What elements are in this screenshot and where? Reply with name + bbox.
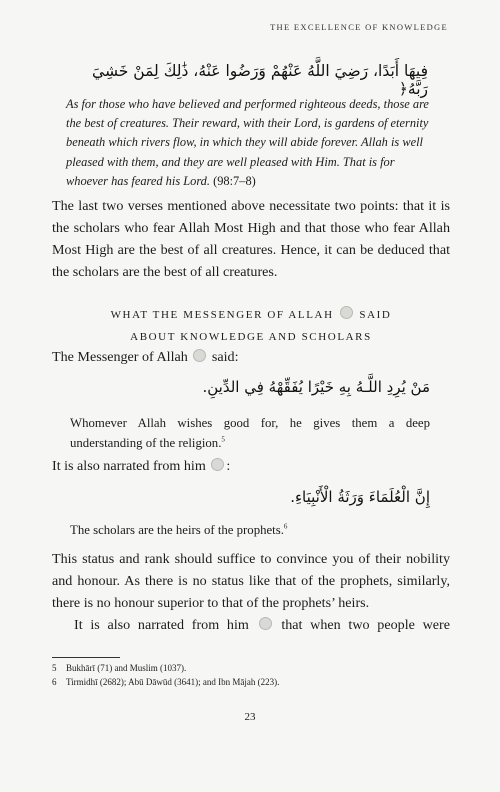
hadith-intro [52, 455, 450, 477]
footnote-marker[interactable]: 5 [221, 435, 225, 444]
intro-text: It is also narrated from him [52, 458, 206, 474]
salawat-seal-icon [193, 349, 206, 362]
footnote-number: 5 [52, 663, 57, 673]
paragraph: The last two verses mentioned above necessitate two points: that it is the scholars who fear Allah Most High and that those who fear Allah Most High are the best of all creatures. Hence, it can be deduced that the scholars are the best of all creatures. [52, 198, 450, 280]
verse-translation-text: As for those who have believed and performed righteous deeds, those are the best of creatures. Their reward, with their Lord, is gardens of eternity beneath which rivers flow, in which they will abide forever. Allah is well pleased with them, and they are well pleased with Him. That is for whoever has feared his Lord. [66, 97, 429, 188]
footnote-text: Bukhārī (71) and Muslim (1037). [66, 663, 187, 673]
hadith-arabic: مَنْ يُرِدِ اللَّـهُ بِهِ خَيْرًا يُفَقِّهْهُ فِي الدِّينِ. [202, 378, 430, 396]
footnote-text: Tirmidhī (2682); Abū Dāwūd (3641); and Ibn Mājah (223). [66, 677, 280, 687]
salawat-seal-icon [211, 458, 224, 471]
verse-reference: (98:7–8) [213, 173, 256, 188]
salawat-seal-icon [340, 306, 353, 319]
footnote-marker[interactable]: 6 [283, 522, 288, 531]
heading-line1-text: WHAT THE MESSENGER OF ALLAH [110, 309, 334, 321]
footnote-rule [52, 657, 120, 658]
hadith-intro [52, 346, 450, 368]
heading-line2-text: ABOUT KNOWLEDGE AND SCHOLARS [130, 331, 372, 343]
page-number: 23 [244, 711, 256, 723]
hadith-translation-text: The scholars are the heirs of the prophets. [70, 523, 284, 537]
hadith-translation [70, 413, 430, 453]
paragraph [52, 614, 450, 636]
footnotes [52, 661, 450, 689]
salawat-seal-icon [259, 617, 272, 630]
hadith-arabic: إِنَّ الْعُلَمَاءَ وَرَثَةُ الْأَنْبِيَاءِ. [290, 488, 430, 506]
running-head: THE EXCELLENCE OF KNOWLEDGE [270, 22, 448, 32]
hadith-translation [70, 520, 430, 540]
hadith-translation-text: Whomever Allah wishes good for, he gives them a deep understanding of the religion. [70, 416, 430, 450]
quran-verse-translation [66, 95, 436, 191]
intro-text-end: said: [211, 349, 239, 365]
section-heading [52, 304, 450, 348]
paragraph-text: It is also narrated from him [74, 617, 249, 633]
intro-text-end: : [226, 458, 231, 474]
footnote [52, 661, 450, 675]
quran-verse-arabic: فِيهَا أَبَدًا، رَضِيَ اللَّهُ عَنْهُمْ وَرَضُوا عَنْهُ، ذَٰلِكَ لِمَنْ خَشِيَ رَبَّهُ﴿ [92, 62, 428, 98]
paragraph-text-end: that when two people were [281, 617, 450, 633]
intro-text: The Messenger of Allah [52, 349, 188, 365]
paragraph: This status and rank should suffice to convince you of their nobility and honour. As there is no status like that of the prophets, similarly, there is no honour superior to that of the prophets’ heirs. [52, 551, 450, 611]
footnote [52, 675, 450, 689]
footnote-number: 6 [52, 677, 57, 687]
heading-line1-end: SAID [359, 309, 392, 321]
